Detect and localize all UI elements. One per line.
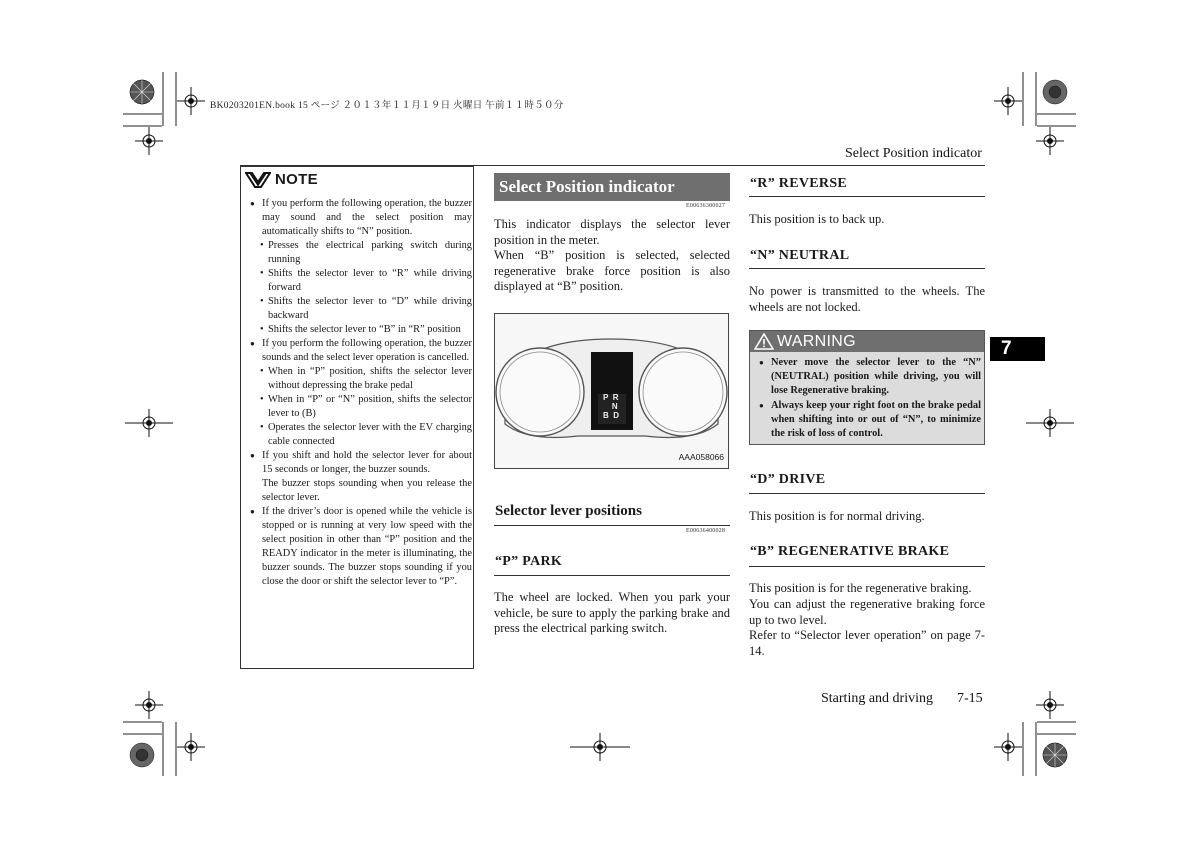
warning-triangle-icon (754, 333, 774, 350)
drive-heading: “D” DRIVE (750, 472, 826, 487)
letter-p: P (603, 393, 609, 402)
drive-rule (749, 493, 985, 494)
note-bullet: ● If the driver’s door is opened while the vehicle is stopped or is running at very low speed with the select position in other than “P” position and the READY indicator in the meter is illuminating, the buzzer sounds. The buzzer stops sounding if you close the door or shift the selector lever to “P”. (250, 505, 472, 589)
note-subitem: • When in “P” or “N” position, shifts the selector lever to (B) (250, 393, 472, 421)
note-bullet: ● If you shift and hold the selector lever for about 15 seconds or longer, the buzzer sounds. (250, 449, 472, 477)
display-letters (603, 393, 625, 420)
note-paragraph: The buzzer stops sounding when you release the selector lever. (262, 478, 472, 503)
note-bullet: ● If you perform the following operation, the buzzer sounds and the select lever operation is cancelled. (250, 337, 472, 365)
letter-b: B (603, 411, 609, 420)
note-subitem: • Operates the selector lever with the EV charging cable connected (250, 421, 472, 449)
regen-text-1: This position is for the regenerative braking. (749, 581, 972, 595)
selector-heading-rule (494, 525, 730, 526)
figure-caption: AAA058066 (678, 452, 724, 462)
reverse-text: This position is to back up. (749, 212, 885, 226)
selector-positions-heading: Selector lever positions (495, 503, 642, 519)
note-box (240, 166, 474, 669)
page-number: 7-15 (957, 691, 983, 706)
letter-d: D (613, 411, 620, 420)
book-file-line: BK0203201EN.book 15 ページ ２０１３年１１月１９日 火曜日 午前１１時５０分 (210, 101, 564, 111)
footer-section: Starting and driving (821, 691, 933, 706)
note-header (241, 167, 318, 191)
section-intro: This indicator displays the selector lever position in the meter. (494, 217, 730, 247)
regen-text-2: You can adjust the regenerative braking force up to two level. (749, 597, 985, 627)
park-heading: “P” PARK (495, 554, 563, 569)
section-title-banner: Select Position indicator (494, 173, 730, 201)
chapter-tab: 7 (990, 337, 1045, 361)
neutral-text: No power is transmitted to the wheels. The wheels are not locked. (749, 284, 985, 314)
meter-figure (494, 313, 729, 469)
section-intro-b: When “B” position is selected, selected regenerative brake force position is also displayed at “B” position. (494, 248, 730, 294)
warning-header (750, 331, 984, 352)
regen-rule (749, 566, 985, 567)
park-rule (494, 575, 730, 576)
meter-illustration (495, 314, 728, 468)
park-text: The wheel are locked. When you park your vehicle, be sure to apply the parking brake and press the electrical parking switch. (494, 590, 730, 636)
note-subitem: • Shifts the selector lever to “R” while driving forward (250, 267, 472, 295)
neutral-rule (749, 268, 985, 269)
warning-bullet: ● Never move the selector lever to the “N” (NEUTRAL) position while driving, you will lose Regenerative braking. (759, 356, 981, 399)
selector-code: E00636400028 (686, 528, 726, 534)
section-code: E00636300027 (686, 203, 726, 209)
reverse-rule (749, 196, 985, 197)
letter-r: R (612, 393, 619, 402)
reverse-heading: “R” REVERSE (750, 176, 848, 191)
warning-bullet: ● Always keep your right foot on the brake pedal when shifting into or out of “N”, to minimize the risk of loss of control. (759, 399, 981, 442)
regen-text-3: Refer to “Selector lever operation” on page 7-14. (749, 628, 985, 658)
running-head: Select Position indicator (845, 146, 982, 161)
warning-label: WARNING (777, 332, 856, 350)
note-bullet: ● If you perform the following operation, the buzzer may sound and the select position may automatically shifts to “N” position. (250, 197, 472, 239)
note-label: NOTE (275, 170, 318, 188)
letter-n: N (611, 402, 618, 411)
drive-text: This position is for normal driving. (749, 509, 925, 523)
neutral-heading: “N” NEUTRAL (750, 248, 850, 263)
note-subitem: • Shifts the selector lever to “B” in “R” position (250, 323, 472, 337)
note-list (250, 197, 472, 589)
regen-heading: “B” REGENERATIVE BRAKE (750, 544, 950, 559)
warning-list (759, 356, 981, 441)
warning-box (749, 330, 985, 445)
note-subitem: • Shifts the selector lever to “D” while driving backward (250, 295, 472, 323)
note-icon (245, 170, 271, 188)
note-subitem: • When in “P” position, shifts the selector lever without depressing the brake pedal (250, 365, 472, 393)
note-subitem: • Presses the electrical parking switch during running (250, 239, 472, 267)
